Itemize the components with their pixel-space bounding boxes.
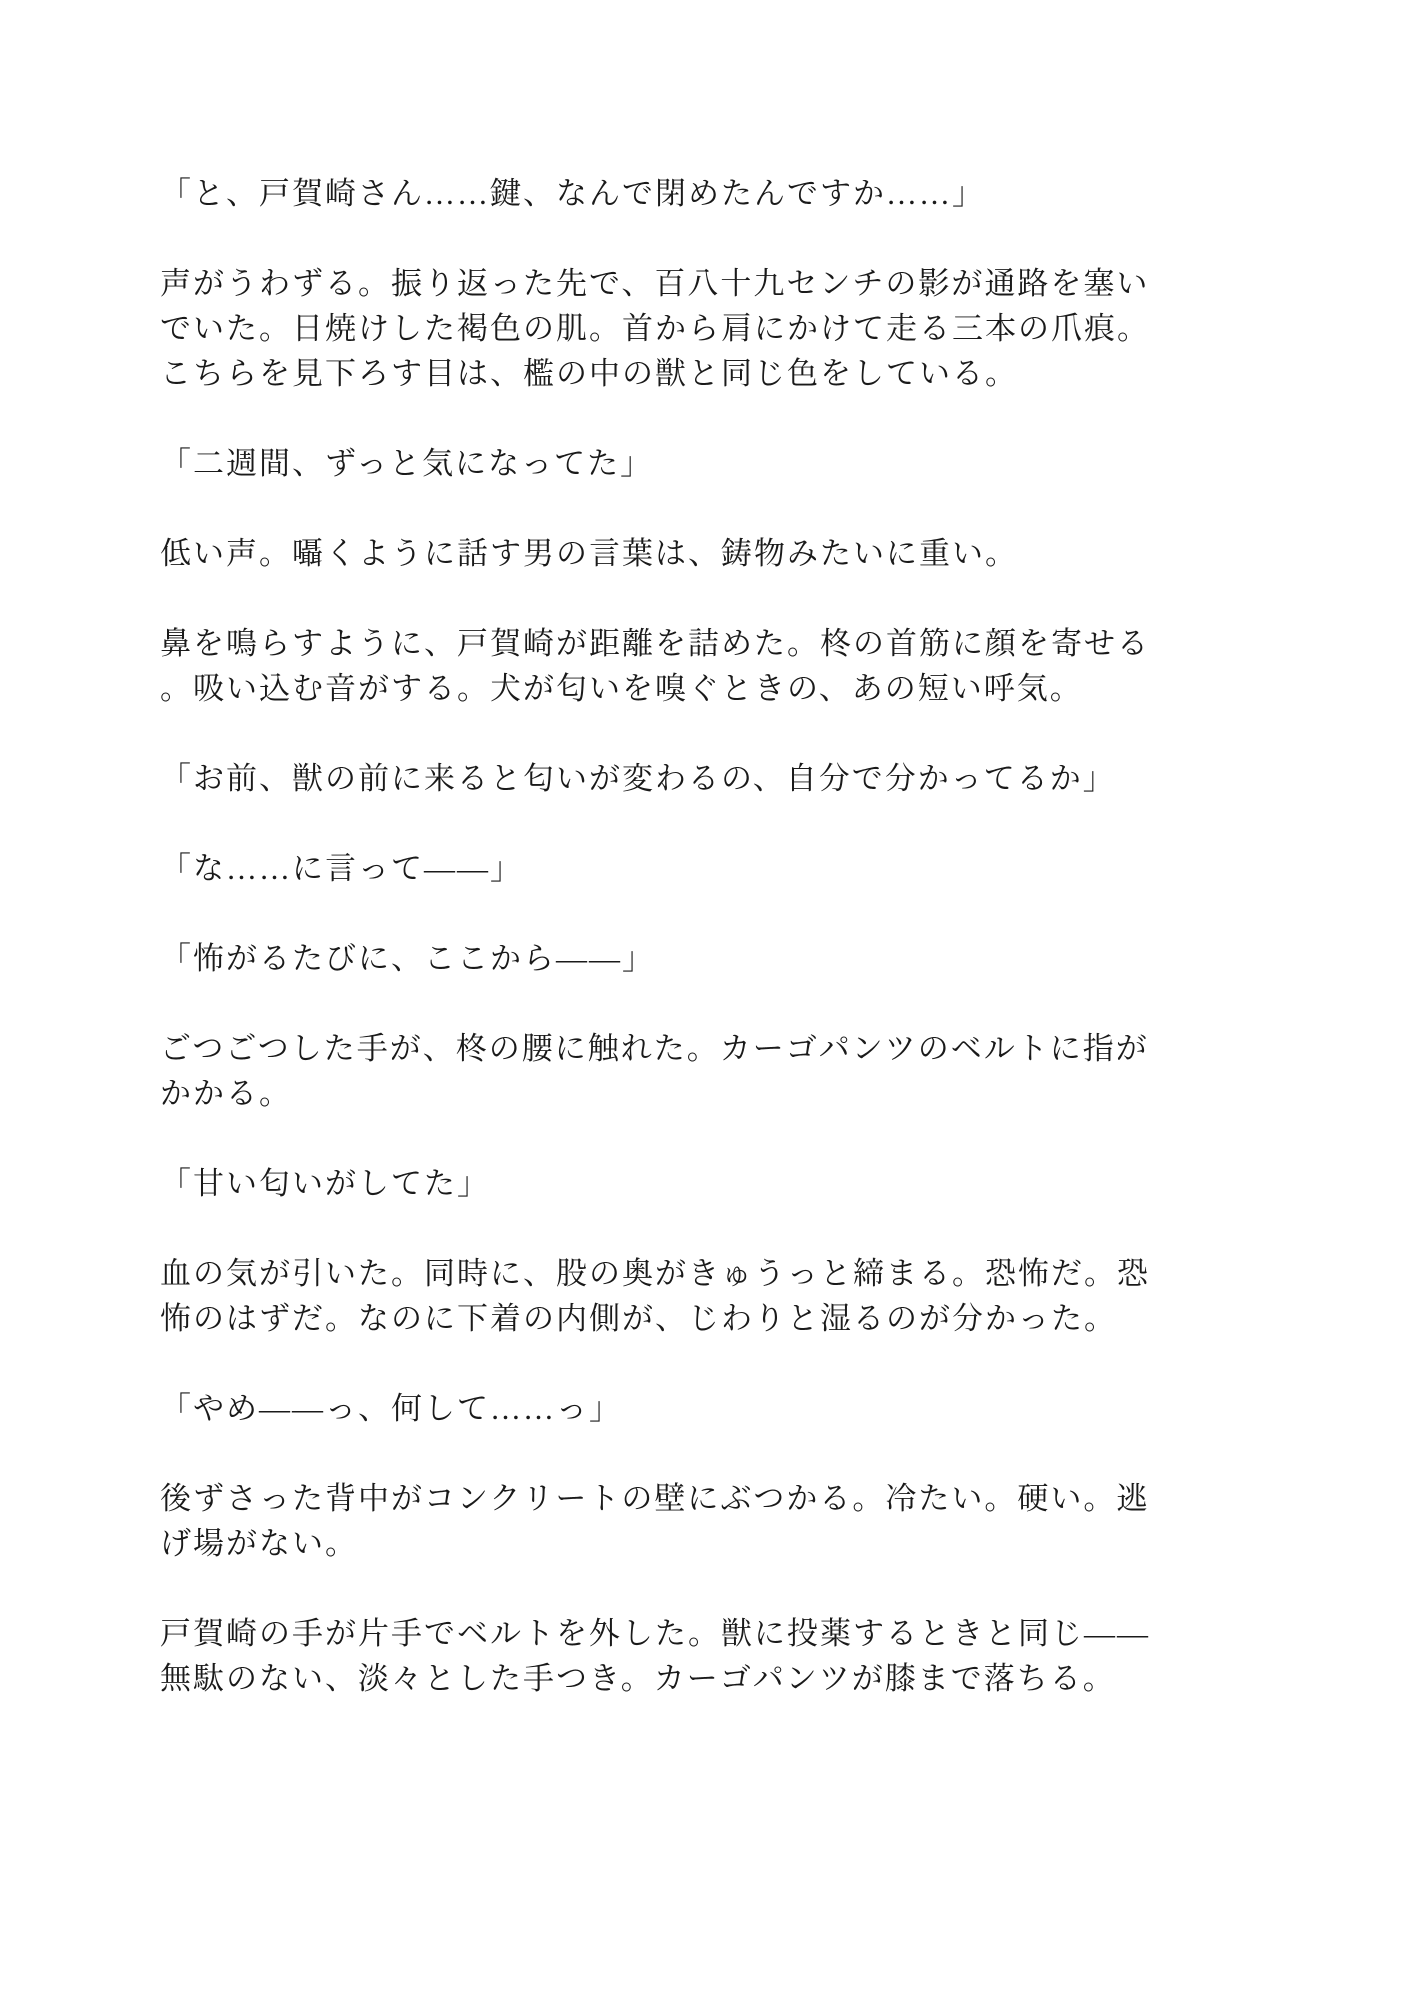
text-line: 鼻を鳴らすように、戸賀崎が距離を詰めた。柊の首筋に顔を寄せる	[160, 626, 1150, 661]
paragraph	[160, 441, 1220, 486]
paragraph	[160, 1161, 1220, 1206]
paragraph	[160, 621, 1220, 711]
paragraph	[160, 846, 1220, 891]
text-line: かかる。	[160, 1076, 292, 1111]
text-line: 「二週間、ずっと気になってた」	[160, 446, 654, 481]
text-line: ごつごつした手が、柊の腰に触れた。カーゴパンツのベルトに指が	[160, 1031, 1149, 1066]
paragraph	[160, 936, 1220, 981]
paragraph	[160, 1611, 1220, 1701]
text-block	[160, 171, 1220, 1701]
text-line: 「お前、獣の前に来ると匂いが変わるの、自分で分かってるか」	[160, 761, 1116, 796]
paragraph	[160, 1386, 1220, 1431]
text-line: 低い声。囁くように話す男の言葉は、鋳物みたいに重い。	[160, 536, 1018, 571]
paragraph	[160, 1251, 1220, 1341]
text-line: 戸賀崎の手が片手でベルトを外した。獣に投薬するときと同じ――	[160, 1616, 1150, 1651]
paragraph	[160, 1026, 1220, 1116]
text-line: 血の気が引いた。同時に、股の奥がきゅうっと締まる。恐怖だ。恐	[160, 1256, 1150, 1291]
paragraph	[160, 261, 1220, 396]
text-line: でいた。日焼けした褐色の肌。首から肩にかけて走る三本の爪痕。	[160, 311, 1150, 346]
text-line: こちらを見下ろす目は、檻の中の獣と同じ色をしている。	[160, 356, 1018, 391]
paragraph	[160, 171, 1220, 216]
text-line: 「やめ――っ、何して……っ」	[160, 1391, 622, 1426]
paragraph	[160, 756, 1220, 801]
text-line: 「な……に言って――」	[160, 851, 523, 886]
text-line: 後ずさった背中がコンクリートの壁にぶつかる。冷たい。硬い。逃	[160, 1481, 1150, 1516]
text-line: 「甘い匂いがしてた」	[160, 1166, 490, 1201]
text-line: げ場がない。	[160, 1526, 358, 1561]
text-line: 声がうわずる。振り返った先で、百八十九センチの影が通路を塞い	[160, 266, 1150, 301]
text-line: 「怖がるたびに、ここから――」	[160, 941, 655, 976]
paragraph	[160, 531, 1220, 576]
text-line: 「と、戸賀崎さん……鍵、なんで閉めたんですか……」	[160, 176, 985, 211]
text-line: 怖のはずだ。なのに下着の内側が、じわりと湿るのが分かった。	[160, 1301, 1117, 1336]
text-line: 無駄のない、淡々とした手つき。カーゴパンツが膝まで落ちる。	[160, 1661, 1116, 1696]
paragraph	[160, 1476, 1220, 1566]
text-line: 。吸い込む音がする。犬が匂いを嗅ぐときの、あの短い呼気。	[160, 671, 1083, 706]
